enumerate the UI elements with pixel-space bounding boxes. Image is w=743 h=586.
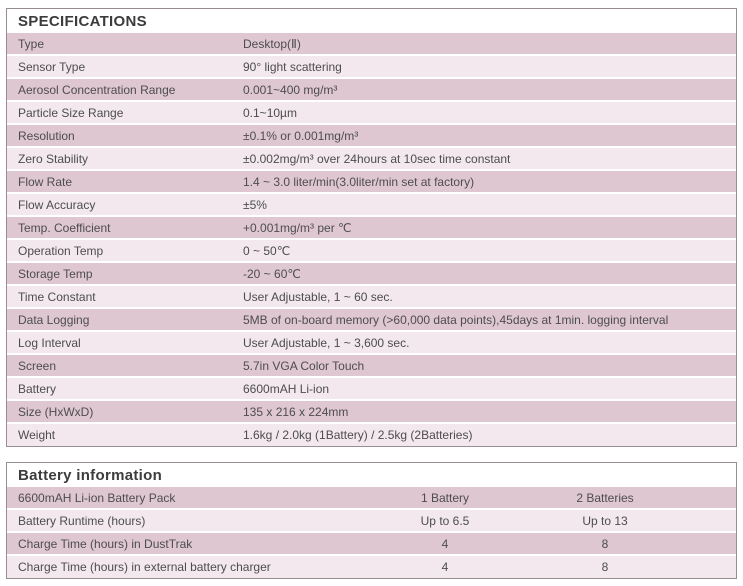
table-row xyxy=(7,56,736,79)
table-row xyxy=(7,33,736,56)
table-row xyxy=(7,355,736,378)
battery-info-title: Battery information xyxy=(7,463,736,487)
spec-value: 90° light scattering xyxy=(243,59,342,74)
spec-value: ±5% xyxy=(243,197,267,212)
table-row xyxy=(7,79,736,102)
spec-label: Flow Rate xyxy=(18,174,73,189)
table-row xyxy=(7,102,736,125)
spec-value: 1.4 ~ 3.0 liter/min(3.0liter/min set at factory) xyxy=(243,174,475,189)
spec-value: +0.001mg/m³ per ℃ xyxy=(243,220,352,235)
table-row xyxy=(7,263,736,286)
spec-value: 6600mAH Li-ion xyxy=(243,381,330,396)
battery-info-table xyxy=(6,462,737,579)
table-row xyxy=(7,286,736,309)
spec-label: Screen xyxy=(18,358,57,373)
spec-value: -20 ~ 60℃ xyxy=(243,266,301,281)
battery-row-label: Battery Runtime (hours) xyxy=(18,513,146,528)
spec-value: ±0.1% or 0.001mg/m³ xyxy=(243,128,359,143)
table-row xyxy=(7,217,736,240)
spec-value: User Adjustable, 1 ~ 60 sec. xyxy=(243,289,393,304)
table-row xyxy=(7,171,736,194)
spec-label: Aerosol Concentration Range xyxy=(18,82,176,97)
table-row xyxy=(7,533,736,556)
battery-row-label: 6600mAH Li-ion Battery Pack xyxy=(18,490,176,505)
table-row xyxy=(7,309,736,332)
table-row xyxy=(7,240,736,263)
table-row xyxy=(7,487,736,510)
spec-label: Storage Temp xyxy=(18,266,93,281)
specifications-rows xyxy=(7,33,736,446)
spec-value: 5.7in VGA Color Touch xyxy=(243,358,365,373)
table-row xyxy=(7,401,736,424)
spec-label: Size (HxWxD) xyxy=(18,404,94,419)
spec-value: 135 x 216 x 224mm xyxy=(243,404,349,419)
spec-label: Log Interval xyxy=(18,335,81,350)
table-row xyxy=(7,148,736,171)
spec-label: Zero Stability xyxy=(18,151,89,166)
spec-value: Desktop(Ⅱ) xyxy=(243,36,301,51)
battery-row-label: Charge Time (hours) in DustTrak xyxy=(18,536,193,551)
battery-row-col2: Up to 13 xyxy=(582,513,628,528)
spec-value: ±0.002mg/m³ over 24hours at 10sec time constant xyxy=(243,151,511,166)
table-row xyxy=(7,510,736,533)
battery-row-col1: 4 xyxy=(441,536,449,551)
battery-row-col2: 8 xyxy=(601,536,609,551)
spec-label: Data Logging xyxy=(18,312,90,327)
spec-value: 0.1~10µm xyxy=(243,105,297,120)
battery-row-col1: 4 xyxy=(441,560,449,574)
spec-label: Flow Accuracy xyxy=(18,197,96,212)
spec-value: 0 ~ 50℃ xyxy=(243,243,291,258)
battery-info-rows xyxy=(7,487,736,578)
table-row xyxy=(7,378,736,401)
battery-row-label: Charge Time (hours) in external battery charger xyxy=(18,560,271,574)
table-row xyxy=(7,125,736,148)
table-row xyxy=(7,424,736,446)
spec-label: Weight xyxy=(18,428,56,442)
spec-label: Operation Temp xyxy=(18,243,104,258)
spec-value: User Adjustable, 1 ~ 3,600 sec. xyxy=(243,335,410,350)
spec-value: 5MB of on-board memory (>60,000 data points),45days at 1min. logging interval xyxy=(243,312,669,327)
spec-label: Resolution xyxy=(18,128,75,143)
table-row xyxy=(7,194,736,217)
spec-label: Sensor Type xyxy=(18,59,86,74)
spec-label: Particle Size Range xyxy=(18,105,124,120)
table-row xyxy=(7,556,736,578)
spec-label: Battery xyxy=(18,381,57,396)
table-row xyxy=(7,332,736,355)
battery-row-col2: 8 xyxy=(601,560,609,574)
battery-row-col1: Up to 6.5 xyxy=(420,513,470,528)
spec-value: 1.6kg / 2.0kg (1Battery) / 2.5kg (2Batteries) xyxy=(243,428,473,442)
specifications-table xyxy=(6,8,737,447)
spec-value: 0.001~400 mg/m³ xyxy=(243,82,338,97)
spec-label: Type xyxy=(18,36,45,51)
specifications-title: SPECIFICATIONS xyxy=(7,9,736,33)
spec-label: Time Constant xyxy=(18,289,96,304)
battery-row-col2: 2 Batteries xyxy=(576,490,634,505)
battery-row-col1: 1 Battery xyxy=(420,490,470,505)
spec-label: Temp. Coefficient xyxy=(18,220,111,235)
